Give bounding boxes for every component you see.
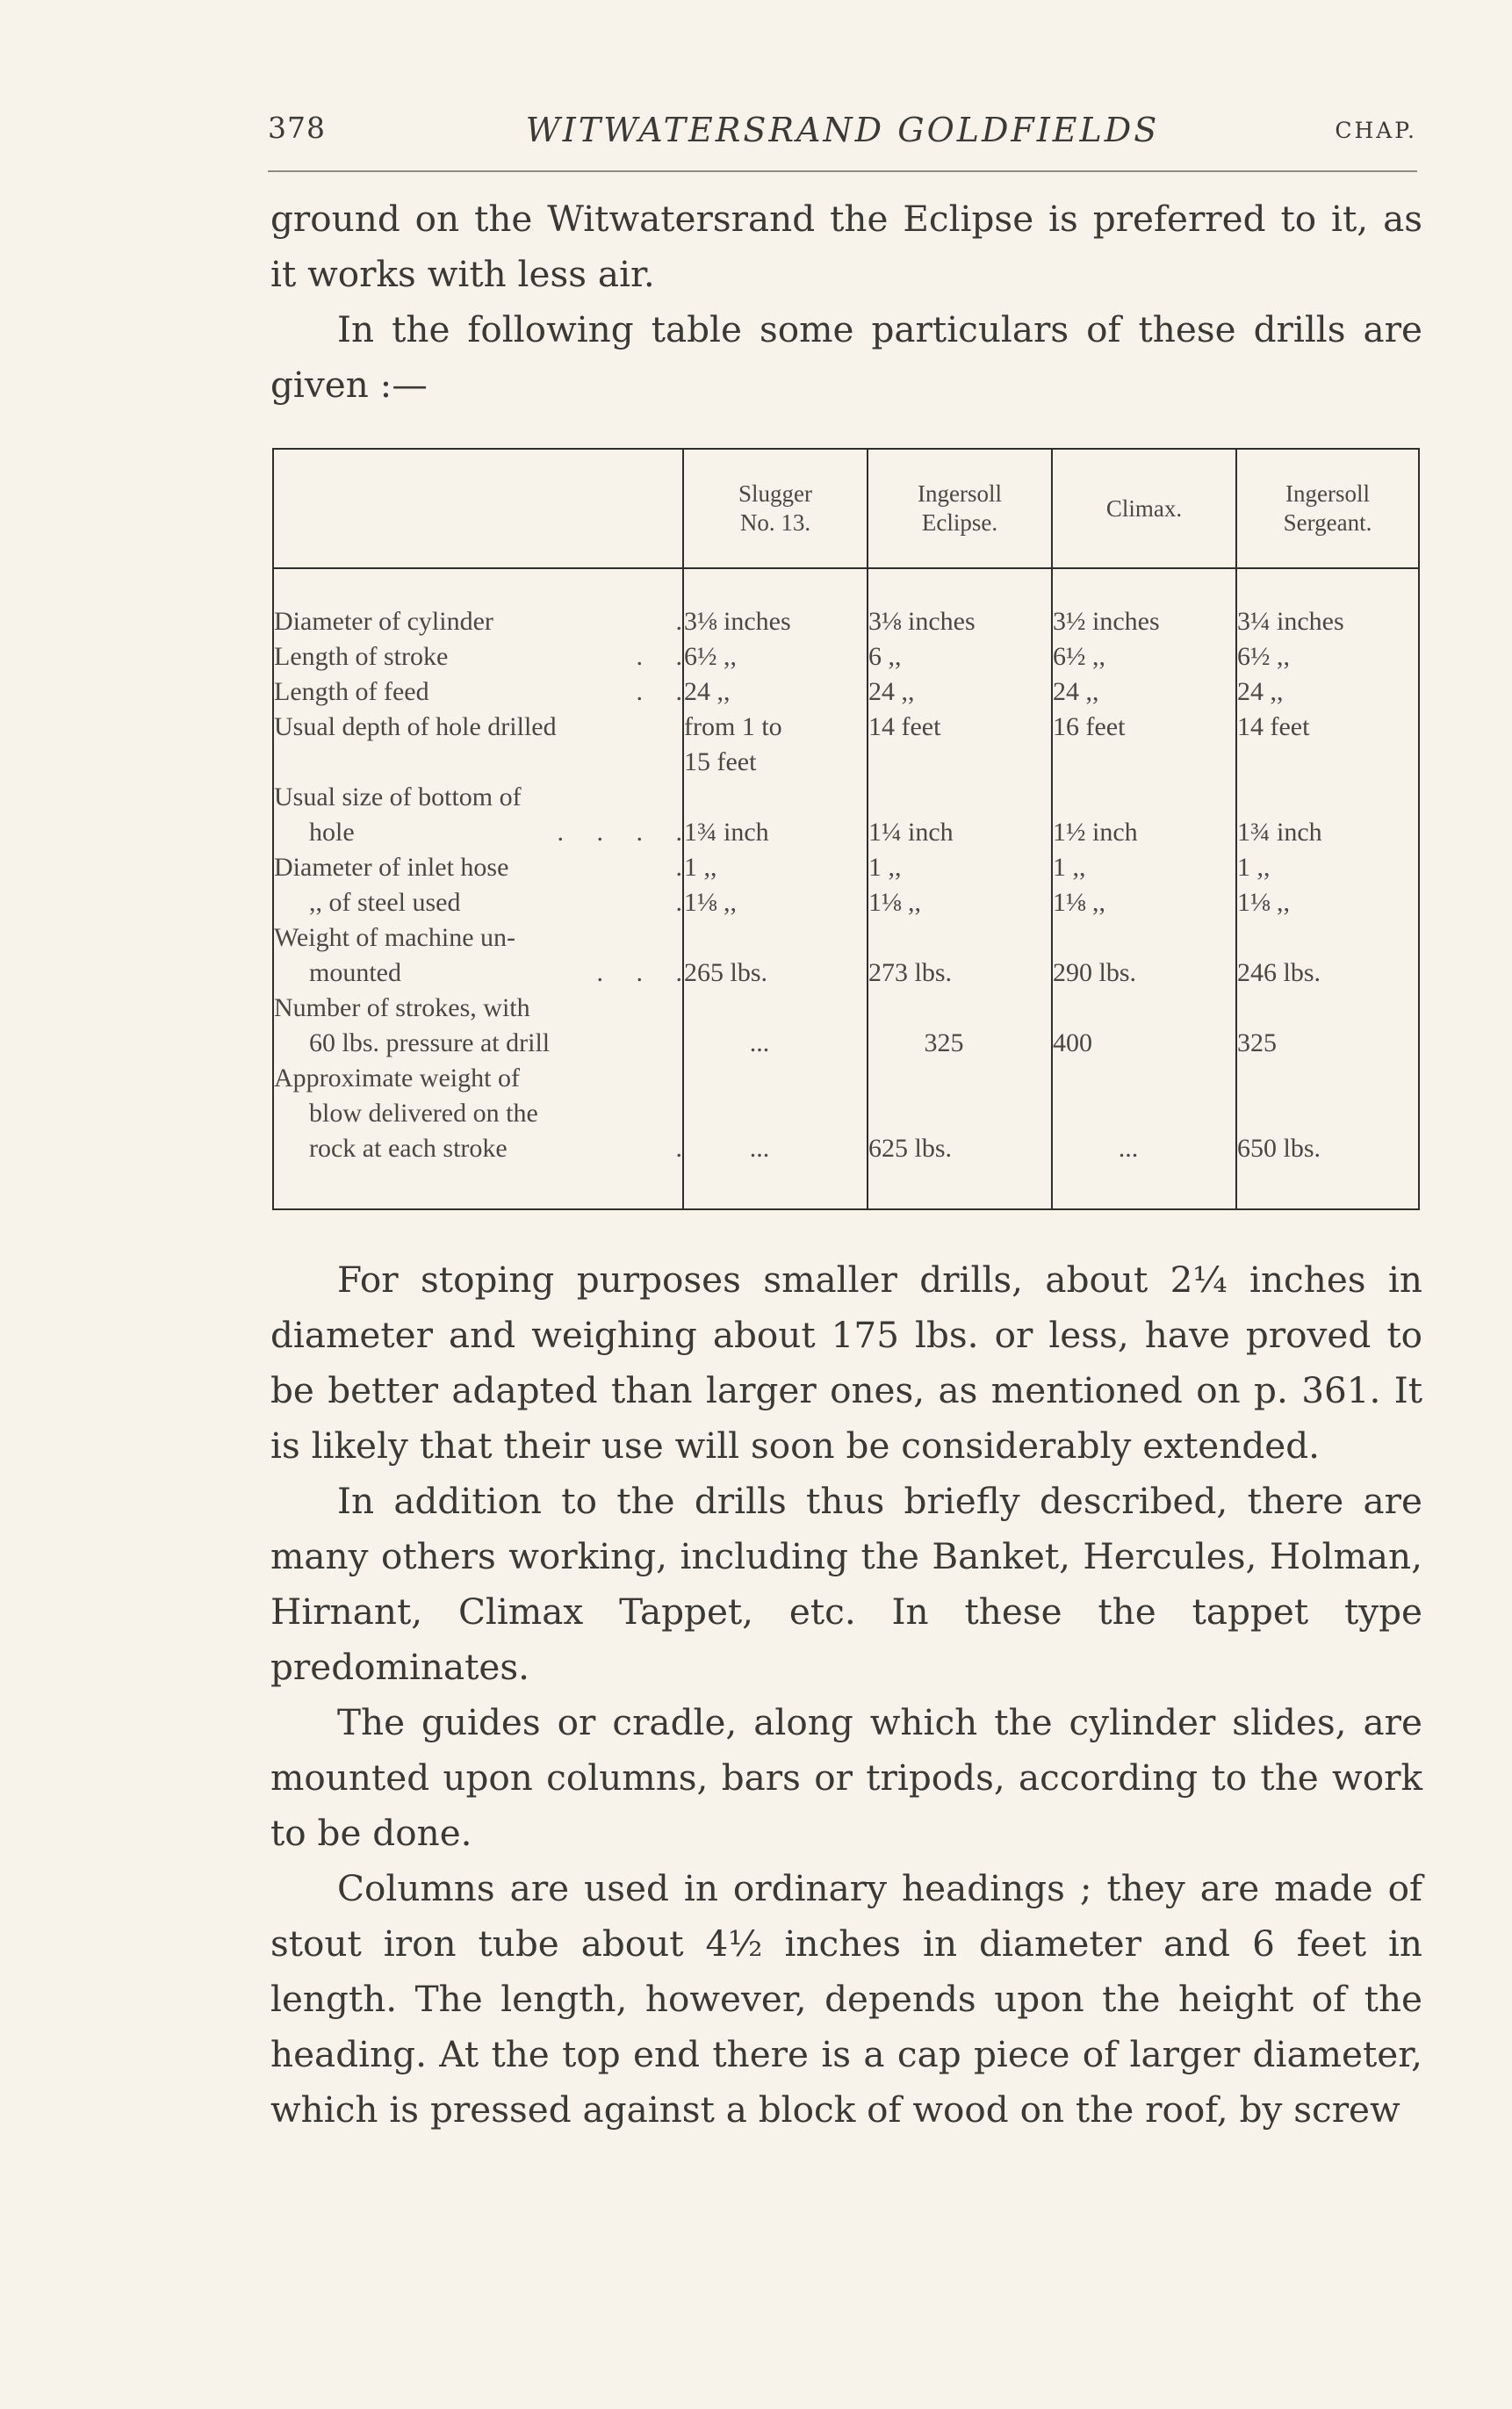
table-cell: 3⅛ inches (684, 607, 791, 636)
table-cell (868, 1096, 1051, 1131)
table-cell: 400 (1053, 1028, 1092, 1057)
row-labels-column (273, 568, 683, 1209)
table-cell (1053, 1061, 1235, 1096)
table-cell (684, 991, 867, 1026)
table-cell (868, 745, 1051, 780)
col-header-climax: Climax. (1052, 449, 1236, 568)
table-cell (1237, 1096, 1418, 1131)
table-cell: 265 lbs. (684, 958, 768, 987)
table-cell (684, 920, 867, 956)
table-cell: 14 feet (868, 712, 941, 741)
header-rule (268, 170, 1417, 172)
table-cell: 273 lbs. (868, 958, 953, 987)
col-header-ingersoll-eclipse: Ingersoll Eclipse. (868, 449, 1052, 568)
table-cell (1237, 745, 1418, 780)
row-label: mounted . . . (309, 958, 682, 987)
row-label: 60 lbs. pressure at drill (309, 1028, 551, 1057)
table-cell (868, 780, 1051, 815)
table-cell: 3⅛ inches (868, 607, 976, 636)
table-cell: 325 (924, 1028, 964, 1057)
table-cell (1237, 1061, 1418, 1096)
table-cell: 6 ,, (868, 642, 902, 671)
page-number: 378 (268, 111, 326, 145)
table-cell: 1 ,, (1053, 853, 1086, 882)
body-paragraph-3: The guides or cradle, along which the cylinder slides, are mounted upon columns, bars or tripods, according to the work to be done. (270, 1701, 1422, 1854)
row-label: ,, of steel used . (309, 888, 682, 917)
table-cell: 1 ,, (868, 853, 902, 882)
table-cell (1053, 745, 1235, 780)
table-cell (1053, 920, 1235, 956)
table-cell (1237, 991, 1418, 1026)
table-cell: 1¾ inch (684, 818, 769, 847)
table-cell: 1⅛ ,, (684, 888, 737, 917)
table-cell: 325 (1237, 1028, 1277, 1057)
running-title: WITWATERSRAND GOLDFIELDS (525, 111, 1160, 149)
row-label: Usual size of bottom of (274, 783, 522, 811)
body-text (270, 1252, 1422, 2138)
table-cell: 24 ,, (1053, 677, 1099, 706)
table-cell: ... (749, 1134, 770, 1163)
table-cell: ... (1118, 1134, 1139, 1163)
table-cell: 24 ,, (684, 677, 731, 706)
intro-text (270, 191, 1422, 413)
row-label: rock at each stroke . (309, 1134, 682, 1163)
table-cell (684, 780, 867, 815)
header-blank-cell (273, 449, 683, 568)
table-cell: 625 lbs. (868, 1134, 953, 1163)
values-column-slugger (683, 568, 868, 1209)
table-cell (1053, 1096, 1235, 1131)
col-header-ingersoll-sergeant: Ingersoll Sergeant. (1236, 449, 1419, 568)
running-header (268, 105, 1417, 155)
row-label: hole . . . . (309, 818, 682, 847)
table-cell: 6½ ,, (1053, 642, 1105, 671)
table-cell: 24 ,, (868, 677, 915, 706)
table-cell: 1 ,, (684, 853, 717, 882)
row-label: Number of strokes, with (274, 993, 530, 1022)
table-cell (868, 1061, 1051, 1096)
table-cell (868, 920, 1051, 956)
table-cell: 1¼ inch (868, 818, 954, 847)
table-cell (868, 991, 1051, 1026)
table-cell: 15 feet (684, 747, 757, 776)
table-cell: 1⅛ ,, (1053, 888, 1105, 917)
row-label: Diameter of cylinder . (274, 607, 682, 636)
table-cell: 6½ ,, (1237, 642, 1290, 671)
row-label (274, 745, 682, 780)
row-label: Weight of machine un- (274, 923, 515, 952)
table-cell (1237, 780, 1418, 815)
drills-table (272, 448, 1420, 1210)
chapter-mark: CHAP. (1335, 118, 1417, 143)
table-cell: 290 lbs. (1053, 958, 1137, 987)
table-cell: 3½ inches (1053, 607, 1160, 636)
table-cell: 650 lbs. (1237, 1134, 1321, 1163)
body-paragraph-4: Columns are used in ordinary headings ; they are made of stout iron tube about 4½ inches in diameter and 6 feet in length. The length, however, depends upon the height of the heading. At the top end there is a cap piece of larger diameter, which is pressed against a block of wood on the roof, by screw (270, 1867, 1422, 2131)
table-cell: 3¼ inches (1237, 607, 1344, 636)
table-cell: 1¾ inch (1237, 818, 1322, 847)
body-paragraph-2: In addition to the drills thus briefly described, there are many others working, including the Banket, Hercules, Holman, Hirnant, Climax Tappet, etc. In these the tappet type predominates. (270, 1480, 1422, 1688)
intro-paragraph-2: In the following table some particulars of these drills are given :— (270, 308, 1422, 406)
values-column-ingersoll-sergeant (1236, 568, 1419, 1209)
table-cell (1053, 780, 1235, 815)
table-cell (684, 1061, 867, 1096)
col-header-slugger: Slugger No. 13. (683, 449, 868, 568)
table-cell: 1 ,, (1237, 853, 1271, 882)
row-label: Length of feed . . (274, 677, 682, 706)
row-label: Diameter of inlet hose . (274, 853, 682, 882)
table-header-row (273, 449, 1419, 568)
table-cell (1237, 920, 1418, 956)
table-cell: 1⅛ ,, (868, 888, 921, 917)
table-cell: 6½ ,, (684, 642, 737, 671)
table-body-row (273, 568, 1419, 1209)
table-cell: 16 feet (1053, 712, 1126, 741)
row-label: Length of stroke . . (274, 642, 682, 671)
table-cell: 24 ,, (1237, 677, 1284, 706)
row-label: blow delivered on the (309, 1099, 538, 1128)
table-cell: 14 feet (1237, 712, 1310, 741)
row-label: Approximate weight of (274, 1064, 520, 1093)
table-cell (684, 1096, 867, 1131)
table-cell: 246 lbs. (1237, 958, 1321, 987)
intro-paragraph-1: ground on the Witwatersrand the Eclipse is preferred to it, as it works with less air. (270, 198, 1422, 295)
table-cell: 1⅛ ,, (1237, 888, 1290, 917)
values-column-ingersoll-eclipse (868, 568, 1052, 1209)
row-label: Usual depth of hole drilled (274, 712, 557, 741)
table-cell: from 1 to (684, 712, 782, 741)
body-paragraph-1: For stoping purposes smaller drills, about 2¼ inches in diameter and weighing about 175 lbs. or less, have proved to be better adapted than larger ones, as mentioned on p. 361. It is likely that their use will soon be considerably extended. (270, 1259, 1422, 1467)
table-cell: 1½ inch (1053, 818, 1138, 847)
values-column-climax (1052, 568, 1236, 1209)
table-cell: ... (749, 1028, 770, 1057)
table-cell (1053, 991, 1235, 1026)
